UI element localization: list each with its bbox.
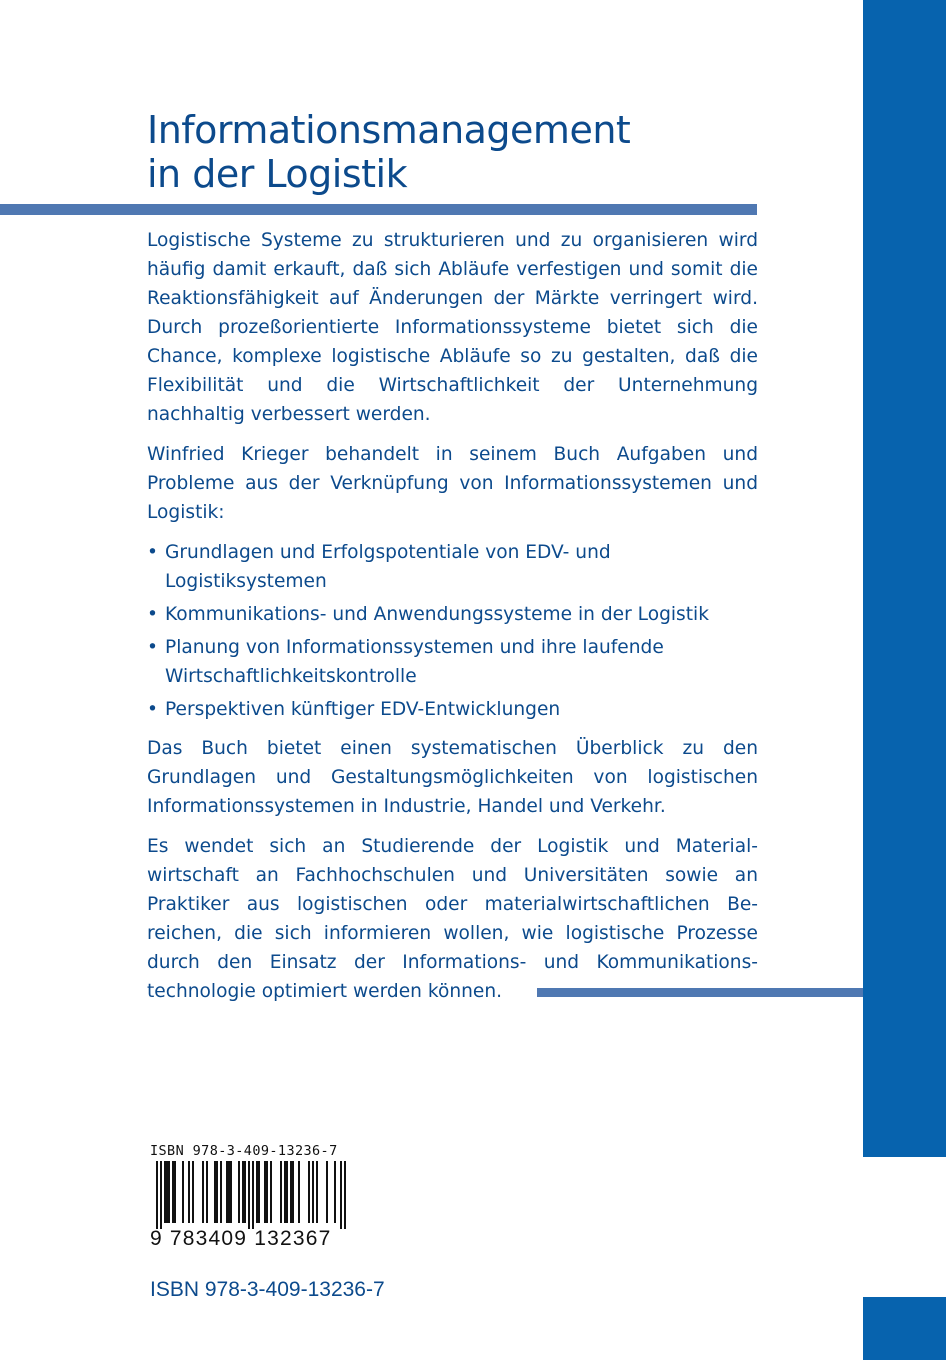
topic-list-item	[147, 695, 758, 724]
barcode-bar	[280, 1161, 282, 1223]
barcode-bars	[150, 1161, 350, 1229]
barcode-bar	[334, 1161, 336, 1223]
topic-list	[147, 538, 758, 724]
barcode-bar	[298, 1161, 300, 1223]
barcode-bar	[308, 1161, 310, 1223]
barcode-bar	[160, 1161, 162, 1229]
barcode-bar	[270, 1161, 272, 1223]
barcode-bar	[266, 1161, 268, 1223]
barcode-bar	[202, 1161, 204, 1223]
barcode-bar	[292, 1161, 294, 1223]
barcode-bar	[166, 1161, 168, 1223]
barcode-bar	[256, 1161, 258, 1223]
isbn-number: ISBN 978-3-409-13236-7	[150, 1278, 385, 1301]
barcode-bar	[238, 1161, 240, 1223]
bullet-icon: •	[147, 699, 158, 720]
blurb-paragraph-3: Das Buch bietet einen systematischen Überblick zu den Grundlagen und Gestaltungsmöglichkeiten von logistischen Informationssystemen in Industrie, Handel und Verkehr.	[147, 738, 758, 817]
barcode-bar	[264, 1161, 266, 1223]
book-title-line-1: Informationsmanagement	[147, 108, 631, 152]
closing-rule	[537, 988, 863, 997]
blurb-paragraph-1: Logistische Systeme zu strukturieren und zu organisieren wird häufig damit erkauft, daß sich Abläufe verfestigen und somit die Reaktionsfähigkeit auf Änderungen der Märkte verringert wird. Durch prozeßorientierte Informationssysteme bietet sich die Chance, komplexe logistische Abläufe so zu gestalten, daß die Flexibilität und die Wirtschaftlichkeit der Unternehmung nachhaltig verbessert werden.	[147, 230, 758, 425]
side-color-bar-bottom	[863, 1297, 946, 1360]
blurb-paragraph-2: Winfried Krieger behandelt in seinem Buch Aufgaben und Probleme aus der Verknüpfung von Informationssystemen und Logistik:	[147, 444, 758, 523]
topic-text: Grundlagen und Erfolgspotentiale von EDV- und Logistiksystemen	[165, 542, 611, 592]
barcode-bar	[284, 1161, 286, 1223]
topic-list-item	[147, 633, 758, 691]
bullet-icon: •	[147, 542, 158, 563]
barcode-bar	[214, 1161, 216, 1223]
topic-list-item	[147, 538, 758, 596]
title-underline-rule	[0, 204, 757, 215]
barcode-bar	[252, 1161, 254, 1229]
barcode-bar	[156, 1161, 158, 1229]
barcode-bar	[316, 1161, 318, 1223]
barcode-bar	[220, 1161, 222, 1223]
side-color-bar-top	[863, 0, 946, 1157]
topic-text: Perspektiven künftiger EDV-Entwicklungen	[165, 699, 561, 720]
barcode-bar	[168, 1161, 170, 1223]
blurb-paragraph-4: Es wendet sich an Studierende der Logistik und Materialwirtschaft an Fachhochschulen und Universitäten sowie an Praktiker aus logistischen oder materialwirtschaftlichen Bereichen, die sich informieren wollen, wie logistische Prozesse durch den Einsatz der Informations- und Kommunikationstechnologie optimiert werden können.	[147, 836, 758, 1002]
barcode-bar	[206, 1161, 208, 1223]
barcode-bar	[188, 1161, 190, 1223]
barcode-bar	[326, 1161, 328, 1223]
barcode-bar	[216, 1161, 218, 1223]
book-title	[147, 108, 630, 196]
book-title-line-2: in der Logistik	[147, 152, 408, 196]
topic-text: Kommunikations- und Anwendungssysteme in der Logistik	[165, 604, 709, 625]
barcode-bar	[172, 1161, 174, 1223]
barcode-bar	[340, 1161, 342, 1229]
barcode-bar	[182, 1161, 184, 1223]
barcode-bar	[312, 1161, 314, 1223]
barcode-bar	[164, 1161, 166, 1223]
barcode-bar	[290, 1161, 292, 1223]
barcode-bar	[230, 1161, 232, 1223]
barcode-bar	[344, 1161, 346, 1229]
barcode-digits: 9 783409 132367	[150, 1227, 332, 1250]
bullet-icon: •	[147, 604, 158, 625]
barcode-bar	[174, 1161, 176, 1223]
barcode-isbn-label: ISBN 978-3-409-13236-7	[150, 1143, 338, 1159]
barcode	[150, 1143, 366, 1251]
barcode-bar	[244, 1161, 246, 1223]
barcode-bar	[192, 1161, 194, 1223]
barcode-bar	[226, 1161, 228, 1223]
topic-text: Planung von Informationssystemen und ihre laufende Wirtschaftlichkeitskontrolle	[165, 637, 664, 687]
barcode-bar	[228, 1161, 230, 1223]
topic-list-item	[147, 600, 758, 629]
barcode-bar	[258, 1161, 260, 1223]
barcode-bar	[242, 1161, 244, 1223]
blurb-text	[147, 226, 758, 1017]
barcode-bar	[286, 1161, 288, 1223]
barcode-bar	[248, 1161, 250, 1229]
bullet-icon: •	[147, 637, 158, 658]
